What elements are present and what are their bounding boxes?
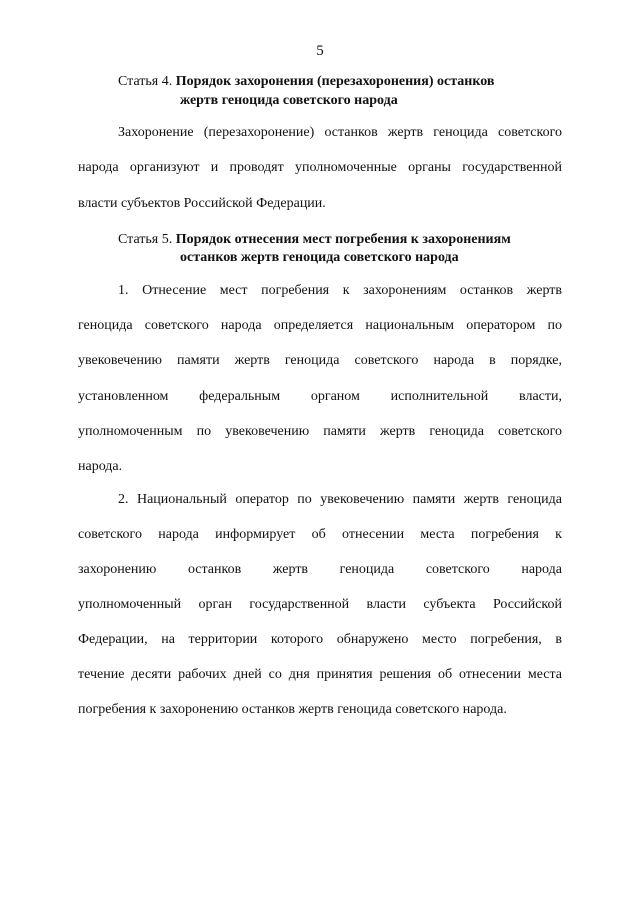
paragraph-2-line-7: погребения к захоронению останков жертв геноцида советского народа. <box>78 702 507 717</box>
article-4-label: Статья 4. <box>118 74 173 89</box>
article-4-text-line <box>118 123 562 143</box>
article-4-title-line-2: жертв геноцида советского народа <box>180 93 398 108</box>
paragraph-2-line <box>78 630 562 650</box>
paragraph-2-line <box>78 665 562 685</box>
article-4-text-line <box>78 194 562 214</box>
article-4-heading <box>118 72 494 91</box>
paragraph-2-line-4: уполномоченный орган государственной власти субъекта Российской <box>78 597 562 612</box>
paragraph-2-line <box>118 490 562 510</box>
paragraph-1-line-1: 1. Отнесение мест погребения к захоронениям останков жертв <box>118 283 562 298</box>
paragraph-1-line <box>78 351 562 371</box>
paragraph-2-line-5: Федерации, на территории которого обнаружено место погребения, в <box>78 632 562 647</box>
article-5-title-line-1: Порядок отнесения мест погребения к захоронениям <box>175 232 511 247</box>
article-4-text-line-1: Захоронение (перезахоронение) останков жертв геноцида советского <box>118 125 562 140</box>
article-5-title-line-2: останков жертв геноцида советского народа <box>180 250 459 265</box>
paragraph-1-line-3: увековечению памяти жертв геноцида советского народа в порядке, <box>78 353 562 368</box>
paragraph-1-line <box>78 422 562 442</box>
paragraph-1-line <box>118 281 562 301</box>
article-4-heading-line-2 <box>180 91 398 110</box>
article-4-text-line-2: народа организуют и проводят уполномоченные органы государственной <box>78 160 562 175</box>
article-4-text-line <box>78 158 562 178</box>
paragraph-2-line <box>78 595 562 615</box>
page-number: 5 <box>316 43 324 59</box>
paragraph-2-line <box>78 560 562 580</box>
paragraph-2-line-1: 2. Национальный оператор по увековечению памяти жертв геноцида <box>118 492 562 507</box>
paragraph-2-line-2: советского народа информирует об отнесении места погребения к <box>78 527 562 542</box>
article-4-text-line-3: власти субъектов Российской Федерации. <box>78 196 326 211</box>
article-5-label: Статья 5. <box>118 232 173 247</box>
paragraph-1-line <box>78 387 562 407</box>
paragraph-1-line-2: геноцида советского народа определяется национальным оператором по <box>78 318 562 333</box>
paragraph-1-line-5: уполномоченным по увековечению памяти жертв геноцида советского <box>78 424 562 439</box>
article-5-heading <box>118 230 511 249</box>
paragraph-1-line-4: установленном федеральным органом исполнительной власти, <box>78 389 562 404</box>
article-5-heading-line-2 <box>180 248 459 267</box>
paragraph-2-line <box>78 700 562 720</box>
paragraph-1-line <box>78 457 562 477</box>
article-4-title-line-1: Порядок захоронения (перезахоронения) останков <box>175 74 495 89</box>
paragraph-2-line <box>78 525 562 545</box>
paragraph-2-line-6: течение десяти рабочих дней со дня принятия решения об отнесении места <box>78 667 562 682</box>
paragraph-2-line-3: захоронению останков жертв геноцида советского народа <box>78 562 562 577</box>
paragraph-1-line <box>78 316 562 336</box>
paragraph-1-line-6: народа. <box>78 459 123 474</box>
